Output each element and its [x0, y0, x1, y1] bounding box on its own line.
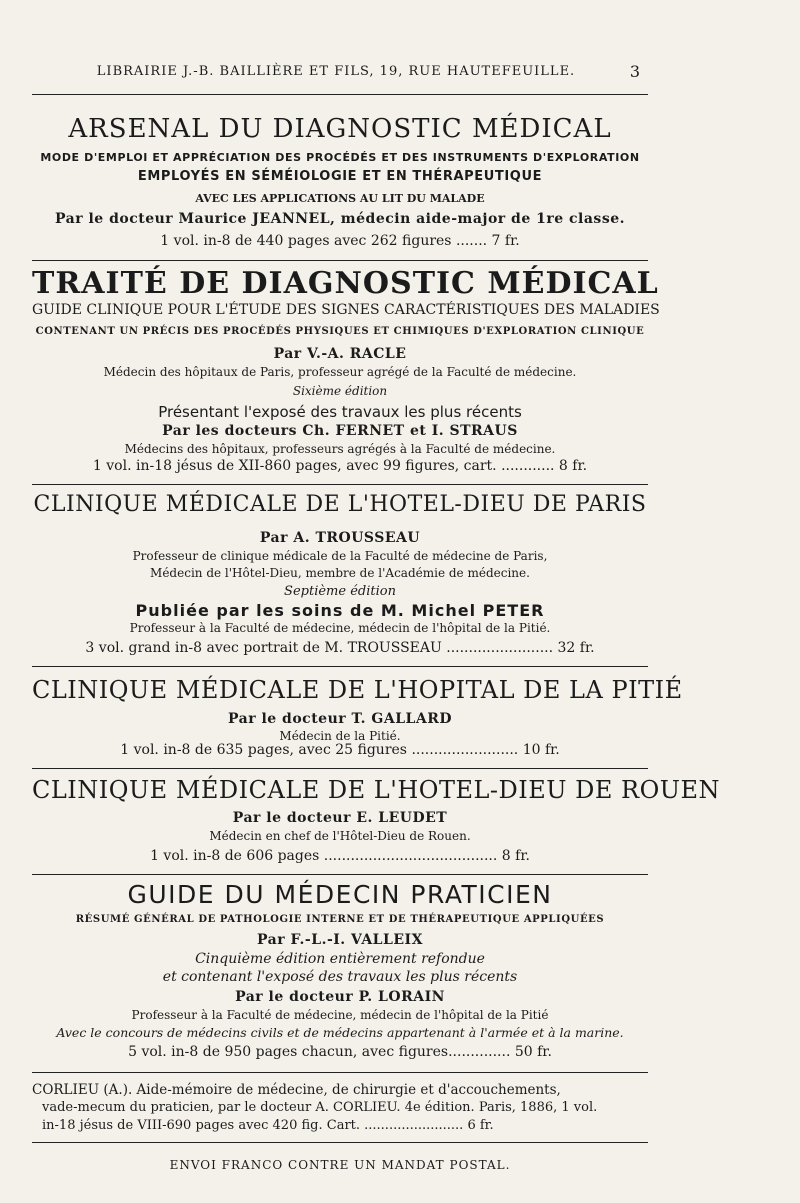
entry-title-hoteldieu-paris: CLINIQUE MÉDICALE DE L'HOTEL-DIEU DE PARIS [33, 492, 647, 517]
entry-edition: Septième édition [284, 584, 396, 599]
rule [32, 768, 648, 769]
corlieu-line-2: vade-mecum du praticien, par le docteur A. CORLIEU. 4e édition. Paris, 1886, 1 vol. [42, 1100, 598, 1115]
entry-author: Par le docteur P. LORAIN [235, 989, 445, 1005]
entry-title-rouen: CLINIQUE MÉDICALE DE L'HOTEL-DIEU DE ROUEN [32, 776, 720, 804]
entry-author-note: Professeur à la Faculté de médecine, médecin de l'hôpital de la Pitié [131, 1008, 549, 1022]
entry-author: Par le docteur T. GALLARD [227, 711, 453, 727]
entry-price: 1 vol. in-18 jésus de XII-860 pages, avec 99 figures, cart. ............ 8 fr. [92, 458, 588, 474]
entry-subtitle: GUIDE CLINIQUE POUR L'ÉTUDE DES SIGNES CARACTÉRISTIQUES DES MALADIES [32, 302, 660, 318]
entry-concours: Avec le concours de médecins civils et de médecins appartenant à l'armée et à la marine. [56, 1025, 624, 1040]
footer-note: ENVOI FRANCO CONTRE UN MANDAT POSTAL. [169, 1158, 511, 1172]
entry-author-note: Médecin des hôpitaux de Paris, professeur agrégé de la Faculté de médecine. [103, 365, 577, 379]
entry-subtitle: MODE D'EMPLOI ET APPRÉCIATION DES PROCÉDÉS ET DES INSTRUMENTS D'EXPLORATION [40, 151, 640, 164]
corlieu-line-1: CORLIEU (A.). Aide-mémoire de médecine, de chirurgie et d'accouchements, [32, 1082, 561, 1098]
rule [32, 94, 648, 95]
entry-author: Par F.-L.-I. VALLEIX [257, 932, 423, 948]
entry-author-note: Professeur à la Faculté de médecine, médecin de l'hôpital de la Pitié. [129, 621, 551, 635]
rule [32, 484, 648, 485]
entry-price: 3 vol. grand in-8 avec portrait de M. TROUSSEAU ........................ 32 fr. [85, 640, 595, 656]
entry-published: Publiée par les soins de M. Michel PETER [135, 601, 545, 620]
entry-author: Par A. TROUSSEAU [259, 530, 421, 546]
entry-title-traite: TRAITÉ DE DIAGNOSTIC MÉDICAL [32, 266, 659, 301]
entry-author-note: Médecin de la Pitié. [279, 729, 401, 743]
entry-edition: Cinquième édition entièrement refondue [195, 951, 485, 967]
entry-author: Par le docteur Maurice JEANNEL, médecin aide-major de 1re classe. [55, 211, 625, 227]
entry-edition: et contenant l'exposé des travaux les plus récents [162, 969, 518, 985]
entry-edition: Sixième édition [292, 384, 388, 398]
entry-author-note: Médecin en chef de l'Hôtel-Dieu de Rouen. [209, 829, 471, 843]
entry-title-pitie: CLINIQUE MÉDICALE DE L'HOPITAL DE LA PITIÉ [32, 676, 683, 704]
entry-title-arsenal: ARSENAL DU DIAGNOSTIC MÉDICAL [68, 114, 612, 144]
entry-subtitle: RÉSUMÉ GÉNÉRAL DE PATHOLOGIE INTERNE ET DE THÉRAPEUTIQUE APPLIQUÉES [75, 914, 605, 925]
entry-author: Par le docteur E. LEUDET [232, 810, 448, 826]
entry-author-note: Professeur de clinique médicale de la Faculté de médecine de Paris, [132, 549, 548, 563]
entry-subtitle: CONTENANT UN PRÉCIS DES PROCÉDÉS PHYSIQUES ET CHIMIQUES D'EXPLORATION CLINIQUE [35, 326, 645, 337]
rule [32, 666, 648, 667]
entry-price: 1 vol. in-8 de 606 pages ....................................... 8 fr. [150, 848, 530, 864]
entry-title-guide: GUIDE DU MÉDECIN PRATICIEN [127, 880, 553, 909]
rule [32, 1142, 648, 1143]
entry-price: 1 vol. in-8 de 440 pages avec 262 figures ....... 7 fr. [160, 233, 520, 249]
entry-subtitle: EMPLOYÉS EN SÉMÉIOLOGIE ET EN THÉRAPEUTIQUE [137, 169, 543, 184]
entry-presenting: Présentant l'exposé des travaux les plus récents [158, 403, 522, 421]
corlieu-line-3: in-18 jésus de VIII-690 pages avec 420 fig. Cart. ........................ 6 fr. [42, 1118, 494, 1133]
entry-author: Par les docteurs Ch. FERNET et I. STRAUS [162, 423, 518, 439]
rule [32, 260, 648, 261]
entry-author-note: Médecin de l'Hôtel-Dieu, membre de l'Académie de médecine. [150, 566, 530, 580]
rule [32, 1072, 648, 1073]
entry-price: 5 vol. in-8 de 950 pages chacun, avec figures.............. 50 fr. [128, 1044, 552, 1060]
entry-price: 1 vol. in-8 de 635 pages, avec 25 figures ........................ 10 fr. [120, 742, 560, 758]
running-head: LIBRAIRIE J.-B. BAILLIÈRE ET FILS, 19, RUE HAUTEFEUILLE. [96, 64, 576, 79]
entry-author-note: Médecins des hôpitaux, professeurs agrégés à la Faculté de médecine. [124, 442, 556, 456]
rule [32, 874, 648, 875]
page-number: 3 [629, 62, 640, 81]
entry-author: Par V.-A. RACLE [273, 346, 407, 362]
entry-subtitle: AVEC LES APPLICATIONS AU LIT DU MALADE [195, 192, 485, 205]
